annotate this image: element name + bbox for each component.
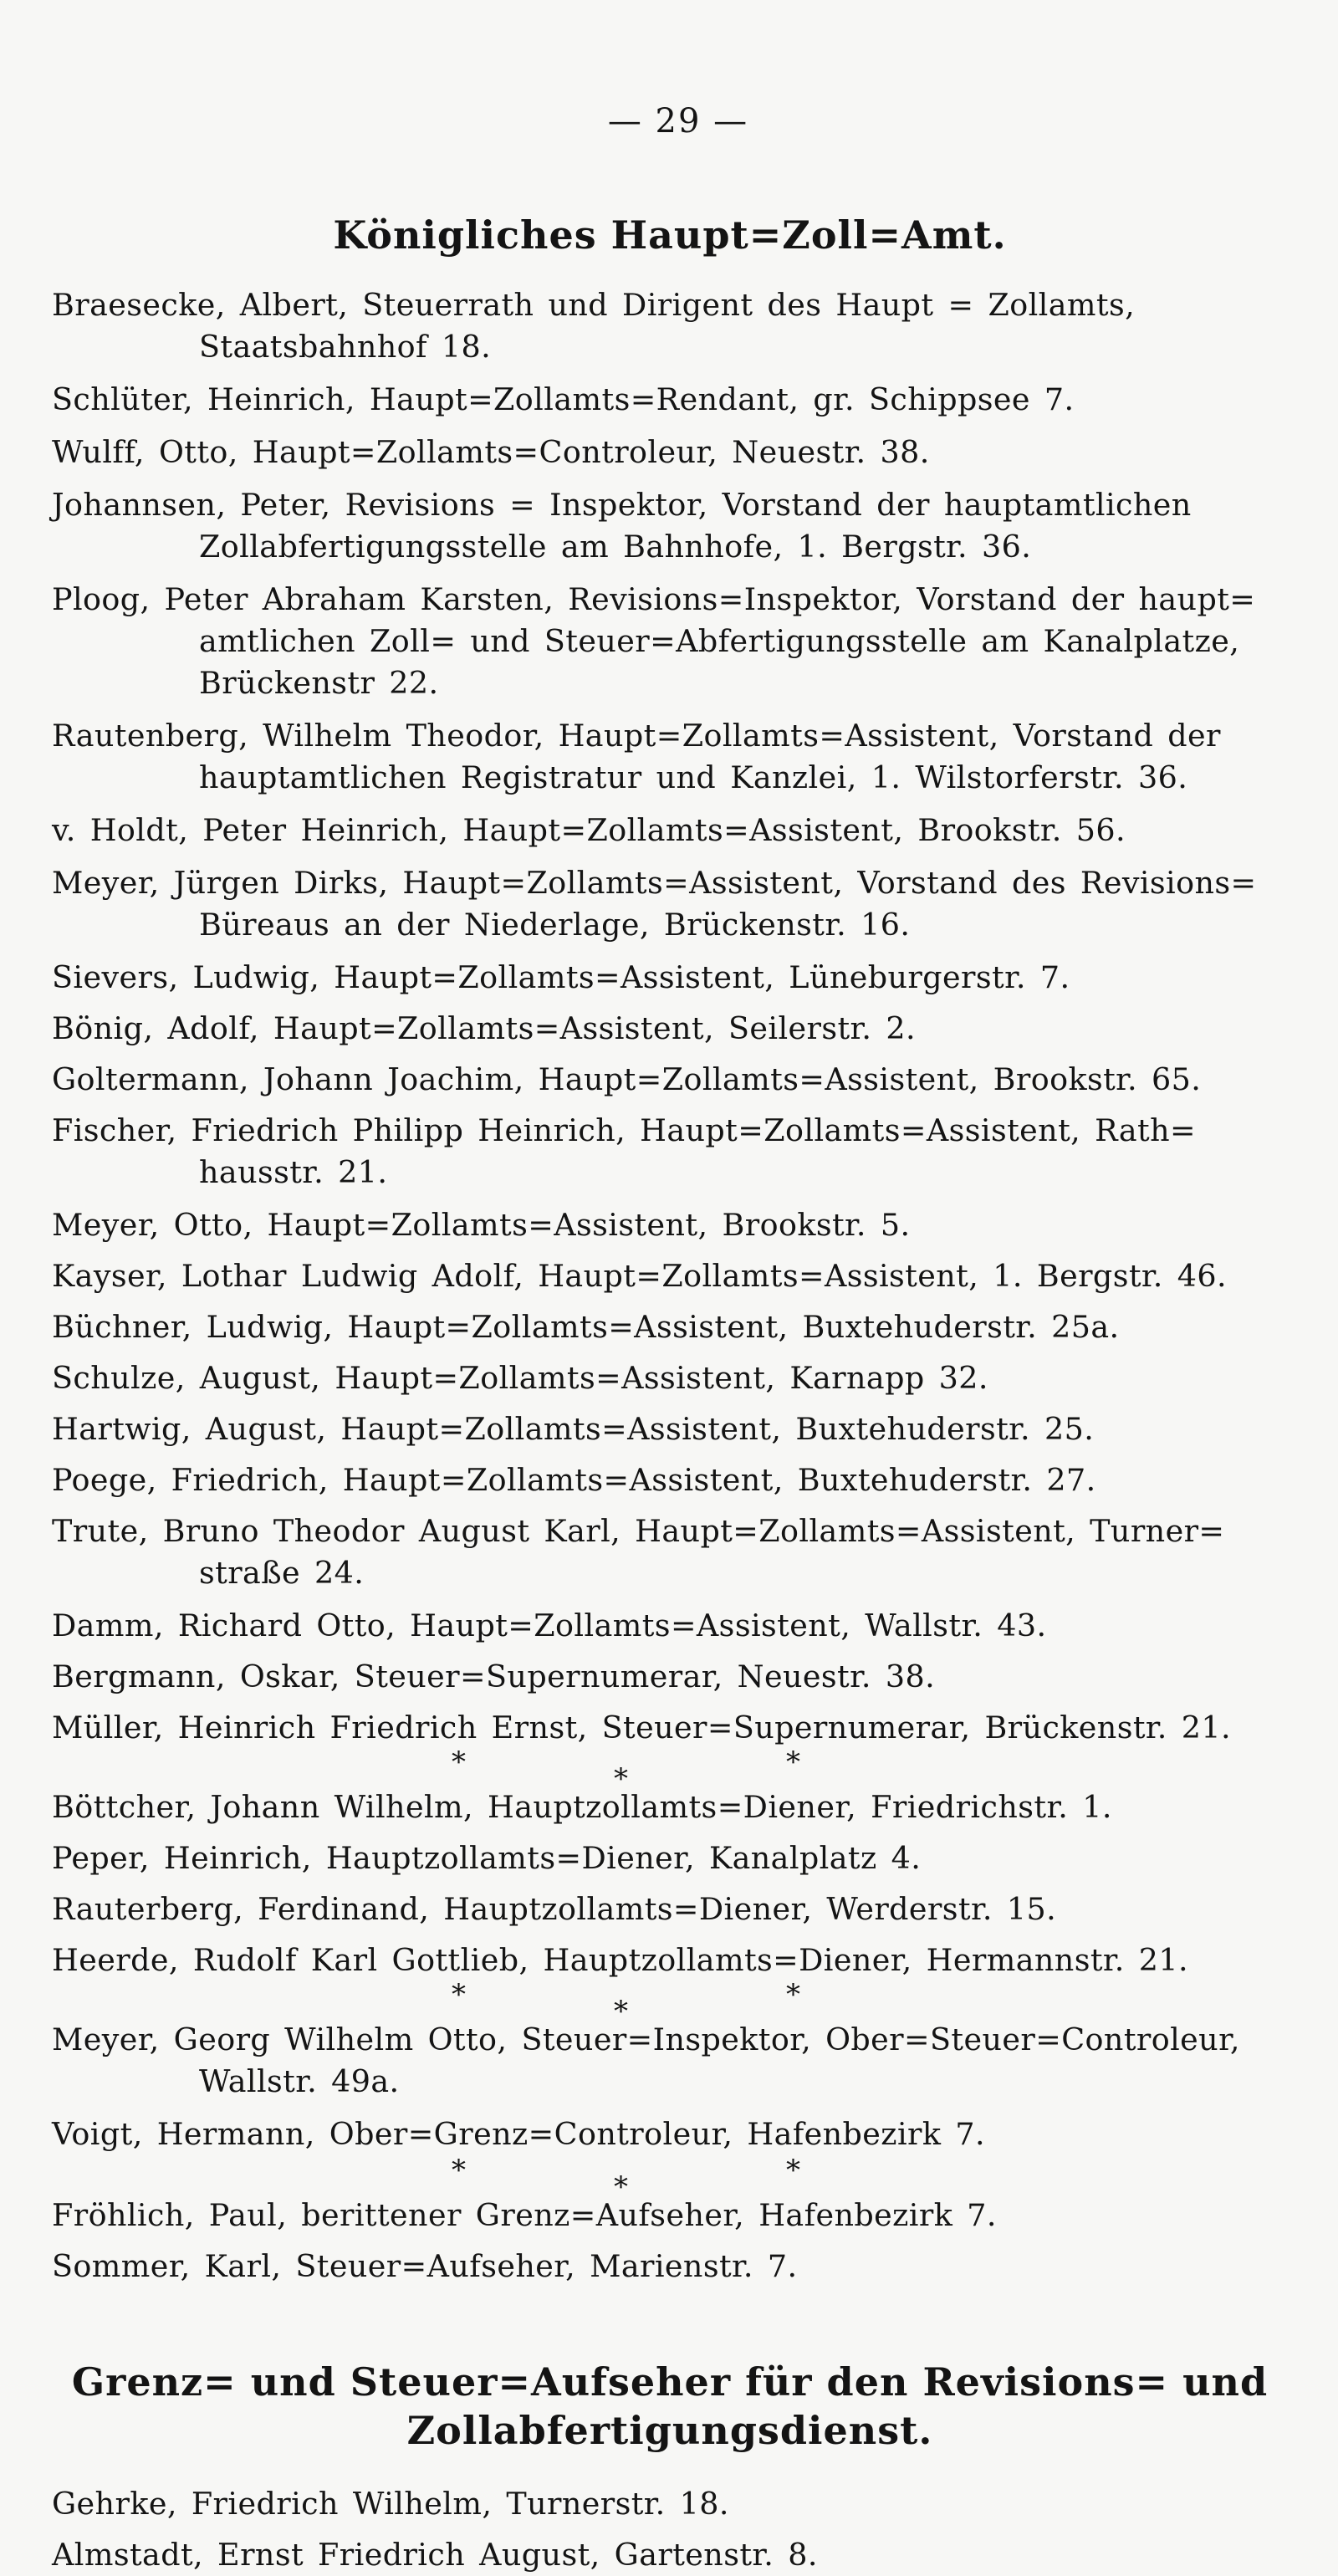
asterisk: * bbox=[786, 1745, 800, 1779]
list-item: Büchner, Ludwig, Haupt=Zollamts=Assistent, Buxtehuderstr. 25a. bbox=[52, 1309, 1120, 1345]
entry-list-supervisors bbox=[52, 2195, 1288, 2287]
asterisk: * bbox=[614, 1762, 628, 1796]
list-item: Ploog, Peter Abraham Karsten, Revisions=Inspektor, Vorstand der haupt= amtlichen Zoll= und Steuer=Abfertigungsstelle am Kanalplatze, Brückenstr 22. bbox=[52, 581, 1256, 701]
asterisk: * bbox=[452, 1745, 466, 1779]
entry-list-border-guards bbox=[52, 2483, 1288, 2576]
asterisk: * bbox=[786, 1978, 800, 2011]
list-item: Kayser, Lothar Ludwig Adolf, Haupt=Zollamts=Assistent, 1. Bergstr. 46. bbox=[52, 1258, 1227, 1294]
entry-list-servants bbox=[52, 1786, 1288, 1981]
asterisk-separator bbox=[52, 1745, 1288, 1796]
list-item: Fischer, Friedrich Philipp Heinrich, Haupt=Zollamts=Assistent, Rath= hausstr. 21. bbox=[52, 1112, 1196, 1190]
section-title-haupt-zollamt: Königliches Haupt=Zoll=Amt. bbox=[333, 212, 1007, 258]
list-item: Sievers, Ludwig, Haupt=Zollamts=Assistent, Lüneburgerstr. 7. bbox=[52, 959, 1070, 995]
list-item: Goltermann, Johann Joachim, Haupt=Zollamts=Assistent, Brookstr. 65. bbox=[52, 1061, 1202, 1097]
list-item: Johannsen, Peter, Revisions = Inspektor, Vorstand der hauptamtlichen Zollabfertigungsstelle am Bahnhofe, 1. Bergstr. 36. bbox=[52, 487, 1192, 565]
asterisk: * bbox=[452, 1978, 466, 2011]
page-number: — 29 — bbox=[607, 102, 749, 141]
list-item: Müller, Heinrich Friedrich Ernst, Steuer=Supernumerar, Brückenstr. 21. bbox=[52, 1710, 1231, 1745]
list-item: Böttcher, Johann Wilhelm, Hauptzollamts=Diener, Friedrichstr. 1. bbox=[52, 1789, 1112, 1825]
list-item: Bergmann, Oskar, Steuer=Supernumerar, Neuestr. 38. bbox=[52, 1659, 936, 1694]
list-item: v. Holdt, Peter Heinrich, Haupt=Zollamts=Assistent, Brookstr. 56. bbox=[52, 812, 1126, 848]
list-item: Wulff, Otto, Haupt=Zollamts=Controleur, Neuestr. 38. bbox=[52, 434, 930, 470]
section-title-grenz-steuer-aufseher: Grenz= und Steuer=Aufseher für den Revisions= und Zollabfertigungsdienst. bbox=[71, 2359, 1269, 2453]
asterisk: * bbox=[614, 2170, 628, 2204]
asterisk: * bbox=[786, 2154, 800, 2187]
list-item: Braesecke, Albert, Steuerrath und Dirigent des Haupt = Zollamts, Staatsbahnhof 18. bbox=[52, 287, 1136, 365]
entry-list-controllers bbox=[52, 2019, 1288, 2155]
list-item: Almstadt, Ernst Friedrich August, Gartenstr. 8. bbox=[52, 2537, 818, 2573]
list-item: Gehrke, Friedrich Wilhelm, Turnerstr. 18. bbox=[52, 2486, 729, 2522]
list-item: Trute, Bruno Theodor August Karl, Haupt=Zollamts=Assistent, Turner= straße 24. bbox=[52, 1513, 1225, 1591]
list-item: Heerde, Rudolf Karl Gottlieb, Hauptzollamts=Diener, Hermannstr. 21. bbox=[52, 1942, 1188, 1978]
list-item: Bönig, Adolf, Haupt=Zollamts=Assistent, Seilerstr. 2. bbox=[52, 1010, 917, 1046]
list-item: Hartwig, August, Haupt=Zollamts=Assistent, Buxtehuderstr. 25. bbox=[52, 1411, 1095, 1447]
list-item: Fröhlich, Paul, berittener Grenz=Aufseher, Hafenbezirk 7. bbox=[52, 2197, 997, 2233]
asterisk: * bbox=[614, 1995, 628, 2028]
list-item: Schulze, August, Haupt=Zollamts=Assistent, Karnapp 32. bbox=[52, 1360, 988, 1396]
list-item: Meyer, Otto, Haupt=Zollamts=Assistent, Brookstr. 5. bbox=[52, 1207, 911, 1243]
asterisk-separator bbox=[52, 1978, 1288, 2028]
list-item: Poege, Friedrich, Haupt=Zollamts=Assistent, Buxtehuderstr. 27. bbox=[52, 1462, 1096, 1498]
list-item: Schlüter, Heinrich, Haupt=Zollamts=Rendant, gr. Schippsee 7. bbox=[52, 381, 1075, 417]
list-item: Rautenberg, Wilhelm Theodor, Haupt=Zollamts=Assistent, Vorstand der hauptamtlichen Registratur und Kanzlei, 1. Wilstorferstr. 36. bbox=[52, 718, 1221, 795]
list-item: Damm, Richard Otto, Haupt=Zollamts=Assistent, Wallstr. 43. bbox=[52, 1607, 1047, 1643]
asterisk: * bbox=[452, 2154, 466, 2187]
list-item: Rauterberg, Ferdinand, Hauptzollamts=Diener, Werderstr. 15. bbox=[52, 1891, 1057, 1927]
entry-list-officials bbox=[52, 284, 1288, 1749]
list-item: Voigt, Hermann, Ober=Grenz=Controleur, Hafenbezirk 7. bbox=[52, 2116, 986, 2152]
list-item: Meyer, Jürgen Dirks, Haupt=Zollamts=Assistent, Vorstand des Revisions= Büreaus an der Niederlage, Brückenstr. 16. bbox=[52, 865, 1257, 943]
list-item: Peper, Heinrich, Hauptzollamts=Diener, Kanalplatz 4. bbox=[52, 1840, 922, 1876]
asterisk-separator bbox=[52, 2154, 1288, 2204]
list-item: Sommer, Karl, Steuer=Aufseher, Marienstr. 7. bbox=[52, 2248, 798, 2284]
list-item: Meyer, Georg Wilhelm Otto, Steuer=Inspektor, Ober=Steuer=Controleur, Wallstr. 49a. bbox=[52, 2021, 1240, 2099]
